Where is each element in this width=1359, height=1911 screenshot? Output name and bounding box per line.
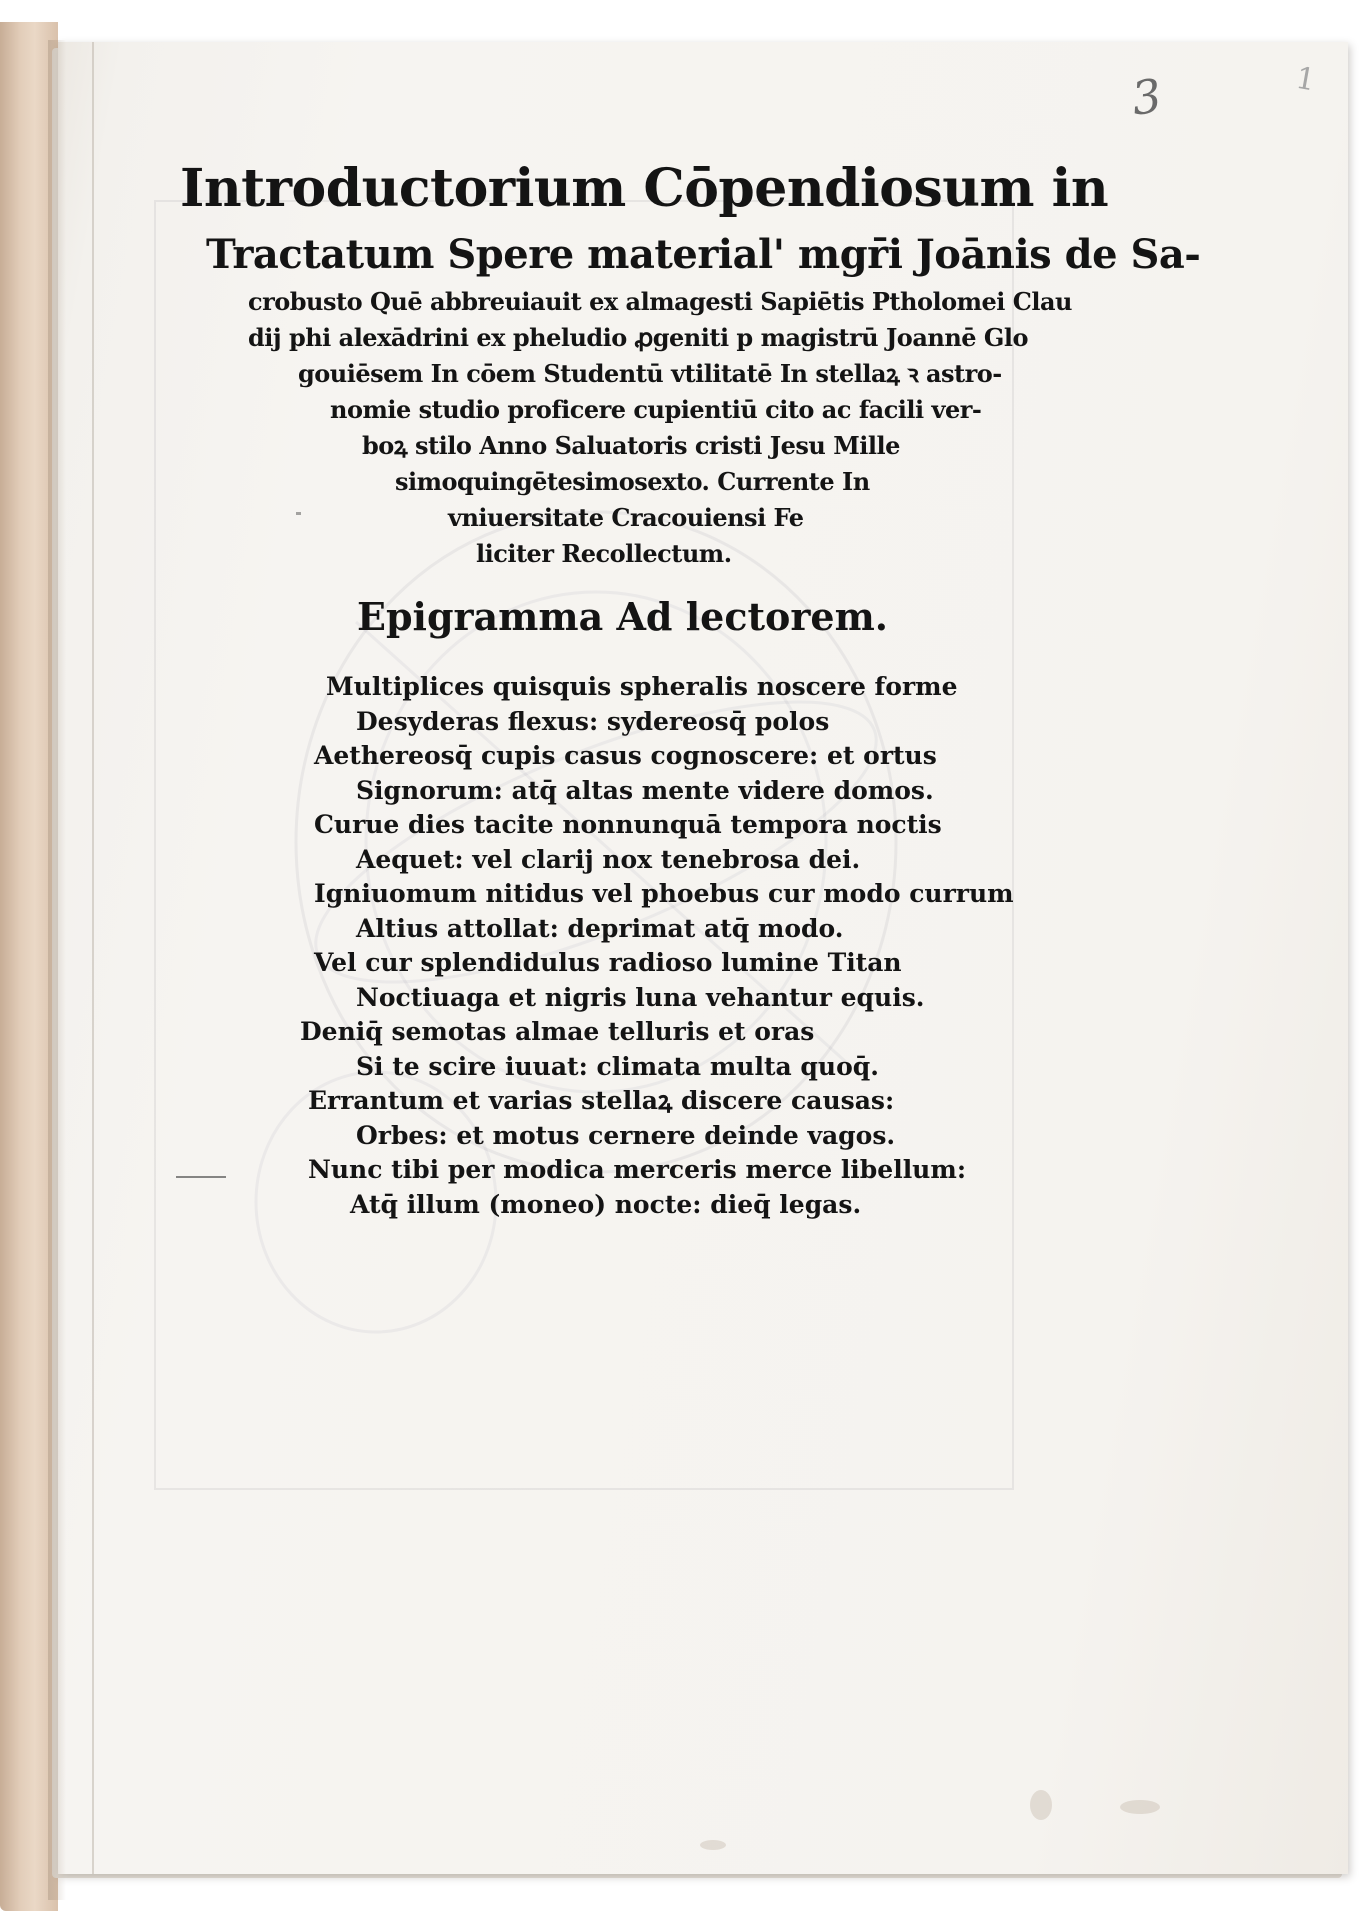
poem-line: Signorum: atq̄ altas mente videre domos. <box>356 775 934 805</box>
title-block <box>180 152 1201 572</box>
poem-line: Curue dies tacite nonnunquā tempora noctis <box>314 810 942 839</box>
title-line: Tractatum Spere material' mgr̄i Joānis de Sa- <box>206 231 1201 278</box>
poem-line: Aequet: vel clarij nox tenebrosa dei. <box>356 844 861 874</box>
poem-line: Orbes: et motus cernere deinde vagos. <box>356 1120 896 1150</box>
margin-mark <box>296 512 301 515</box>
title-line: Introductorium Cōpendiosum in <box>180 158 1109 219</box>
title-line: vniuersitate Cracouiensi Fe <box>448 503 804 532</box>
title-line: dij phi alexādrini ex pheludio ꝓgeniti p magistrū Joannē Glo <box>248 323 1029 352</box>
poem-line: Multiplices quisquis spheralis noscere forme <box>326 672 958 701</box>
title-line: boꝝ stilo Anno Saluatoris cristi Jesu Mille <box>362 431 900 460</box>
pencil-mark: 1 <box>1293 60 1318 99</box>
title-line: simoquingētesimosexto. Currente In <box>395 467 870 496</box>
poem-line: Desyderas flexus: sydereosq̄ polos <box>356 706 830 736</box>
margin-mark <box>176 1176 226 1178</box>
poem-line: Errantum et varias stellaꝝ discere causas: <box>308 1086 895 1115</box>
poem-line: Igniuomum nitidus vel phoebus cur modo currum <box>314 879 1014 908</box>
poem-line: Vel cur splendidulus radioso lumine Titan <box>314 948 902 977</box>
poem-line: Deniq̄ semotas almae telluris et oras <box>300 1017 815 1046</box>
gutter-line <box>92 42 94 1874</box>
poem-line: Altius attollat: deprimat atq̄ modo. <box>356 913 844 943</box>
pencil-folio-number: 3 <box>1128 68 1165 126</box>
title-line: crobusto Quē abbreuiauit ex almagesti Sapiētis Ptholomei Clau <box>248 287 1072 316</box>
poem-line: Aethereosq̄ cupis casus cognoscere: et ortus <box>314 741 937 770</box>
poem-line: Nunc tibi per modica merceris merce libellum: <box>308 1155 967 1184</box>
title-line: gouiēsem In cōem Studentū vtilitatē In stellaꝝ ꝛ astro- <box>298 359 1002 388</box>
title-line: nomie studio proficere cupientiū cito ac facili ver- <box>330 395 982 424</box>
paper-stain <box>700 1840 726 1850</box>
poem-line: Noctiuaga et nigris luna vehantur equis. <box>356 982 925 1012</box>
title-line: liciter Recollectum. <box>476 539 732 568</box>
gutter-shadow <box>48 40 66 1900</box>
poem-line: Atq̄ illum (moneo) nocte: dieq̄ legas. <box>350 1189 862 1219</box>
poem-line: Si te scire iuuat: climata multa quoq̄. <box>356 1051 879 1081</box>
epigram-poem <box>300 670 1020 1222</box>
epigram-heading: Epigramma Ad lectorem. <box>357 594 889 639</box>
paper-stain <box>1030 1790 1052 1820</box>
paper-stain <box>1120 1800 1160 1814</box>
